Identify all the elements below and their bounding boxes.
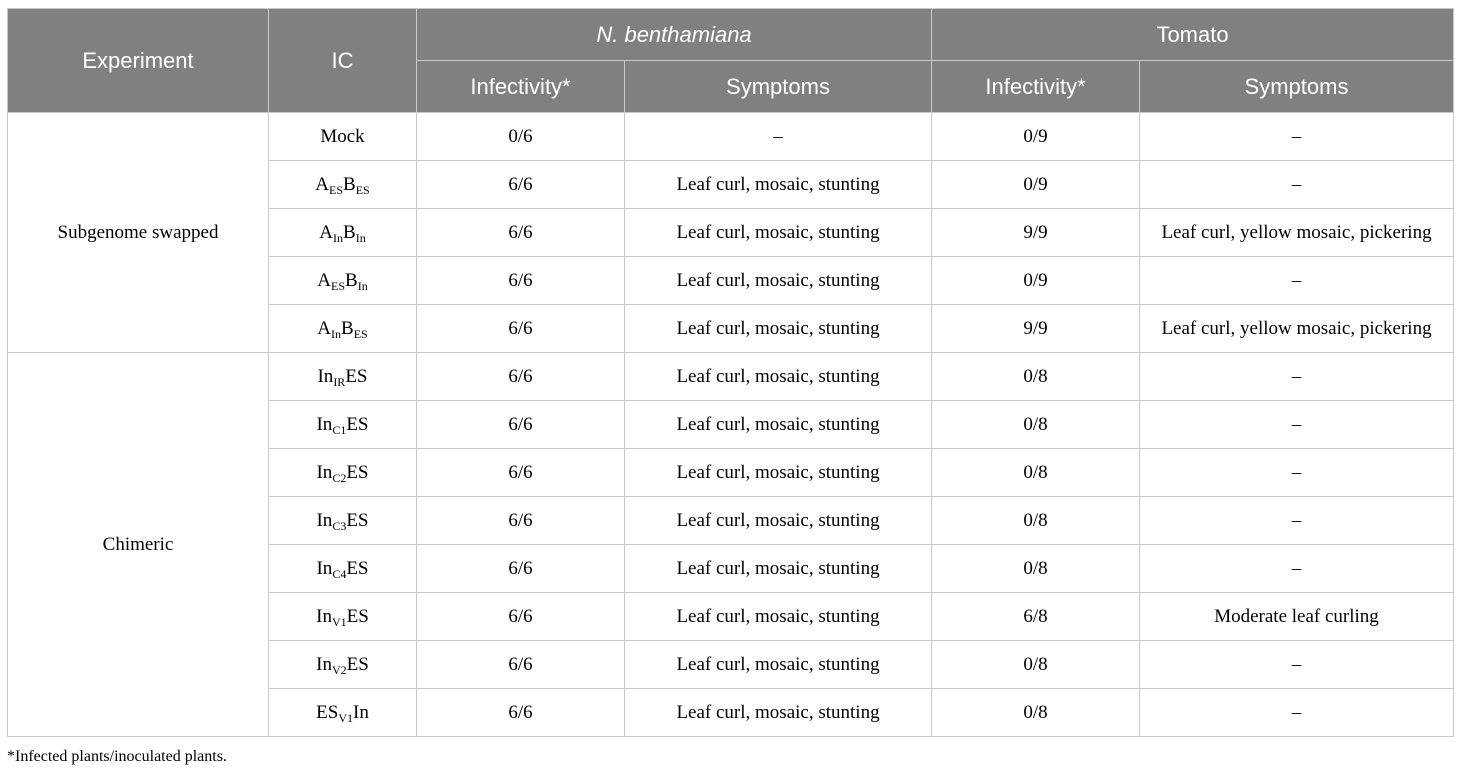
tomato-symptoms-cell: – xyxy=(1140,449,1454,497)
tomato-symptoms-cell: – xyxy=(1140,257,1454,305)
ic-cell xyxy=(269,641,417,689)
nb-symptoms-cell: Leaf curl, mosaic, stunting xyxy=(625,545,932,593)
ic-text: A xyxy=(317,269,332,291)
tomato-infectivity-cell: 0/8 xyxy=(932,689,1140,737)
ic-subscript: ES xyxy=(353,326,368,341)
ic-subscript: In xyxy=(357,278,368,293)
nb-symptoms-cell: Leaf curl, mosaic, stunting xyxy=(625,689,932,737)
ic-text: B xyxy=(341,317,354,339)
ic-text: In xyxy=(353,701,369,723)
ic-text: A xyxy=(315,173,329,195)
ic-text: In xyxy=(316,605,332,627)
tomato-symptoms-cell: – xyxy=(1140,545,1454,593)
nb-infectivity-cell: 6/6 xyxy=(417,545,625,593)
nb-infectivity-cell: 6/6 xyxy=(417,305,625,353)
ic-text: B xyxy=(343,221,356,243)
tomato-symptoms-cell: – xyxy=(1140,689,1454,737)
tomato-symptoms-cell: – xyxy=(1140,161,1454,209)
tomato-infectivity-cell: 0/8 xyxy=(932,497,1140,545)
tomato-infectivity-cell: 6/8 xyxy=(932,593,1140,641)
tomato-infectivity-cell: 0/9 xyxy=(932,113,1140,161)
ic-cell xyxy=(269,497,417,545)
ic-text: ES xyxy=(346,605,369,627)
ic-subscript: ES xyxy=(331,278,346,293)
tomato-infectivity-cell: 0/8 xyxy=(932,353,1140,401)
nb-symptoms-cell: Leaf curl, mosaic, stunting xyxy=(625,161,932,209)
nb-symptoms-cell: Leaf curl, mosaic, stunting xyxy=(625,449,932,497)
tomato-infectivity-cell: 0/8 xyxy=(932,641,1140,689)
header-nb-infectivity: Infectivity* xyxy=(417,61,625,113)
table-header xyxy=(8,9,1454,113)
header-experiment: Experiment xyxy=(8,9,269,113)
ic-subscript: C4 xyxy=(332,566,347,581)
tomato-symptoms-cell: – xyxy=(1140,401,1454,449)
tomato-infectivity-cell: 0/8 xyxy=(932,545,1140,593)
nb-infectivity-cell: 6/6 xyxy=(417,449,625,497)
ic-text: In xyxy=(317,365,334,387)
ic-subscript: V1 xyxy=(338,710,354,725)
ic-text: B xyxy=(343,173,356,195)
ic-subscript: C2 xyxy=(332,470,347,485)
ic-subscript: In xyxy=(331,326,342,341)
ic-text: In xyxy=(316,509,333,531)
nb-infectivity-cell: 6/6 xyxy=(417,689,625,737)
tomato-symptoms-cell: – xyxy=(1140,641,1454,689)
ic-text: ES xyxy=(316,701,339,723)
ic-text: Mock xyxy=(320,125,365,147)
tomato-infectivity-cell: 0/9 xyxy=(932,161,1140,209)
nb-symptoms-cell: Leaf curl, mosaic, stunting xyxy=(625,593,932,641)
ic-cell xyxy=(269,257,417,305)
ic-text: ES xyxy=(345,365,368,387)
nb-symptoms-cell: Leaf curl, mosaic, stunting xyxy=(625,257,932,305)
ic-subscript: V1 xyxy=(331,614,347,629)
ic-cell xyxy=(269,449,417,497)
ic-subscript: ES xyxy=(355,182,370,197)
ic-subscript: V2 xyxy=(331,662,347,677)
ic-text: In xyxy=(316,413,333,435)
ic-subscript: ES xyxy=(329,182,344,197)
ic-text: In xyxy=(316,557,333,579)
ic-cell xyxy=(269,113,417,161)
tomato-symptoms-cell: – xyxy=(1140,497,1454,545)
ic-cell xyxy=(269,689,417,737)
ic-text: ES xyxy=(346,509,369,531)
ic-text: B xyxy=(345,269,358,291)
nb-infectivity-cell: 6/6 xyxy=(417,641,625,689)
ic-text: In xyxy=(316,461,333,483)
nb-infectivity-cell: 6/6 xyxy=(417,209,625,257)
ic-text: A xyxy=(317,317,332,339)
tomato-infectivity-cell: 0/9 xyxy=(932,257,1140,305)
tomato-infectivity-cell: 9/9 xyxy=(932,305,1140,353)
tomato-symptoms-cell: – xyxy=(1140,113,1454,161)
nb-symptoms-cell: Leaf curl, mosaic, stunting xyxy=(625,497,932,545)
table-row xyxy=(8,113,1454,161)
table-footnote: *Infected plants/inoculated plants. xyxy=(7,748,227,765)
nb-symptoms-cell: Leaf curl, mosaic, stunting xyxy=(625,353,932,401)
ic-text: ES xyxy=(346,413,369,435)
nb-infectivity-cell: 6/6 xyxy=(417,353,625,401)
header-tomato-infectivity: Infectivity* xyxy=(932,61,1140,113)
ic-subscript: In xyxy=(333,230,344,245)
experiment-group-label: Chimeric xyxy=(8,353,269,737)
ic-cell xyxy=(269,401,417,449)
results-table xyxy=(7,8,1454,737)
ic-cell xyxy=(269,161,417,209)
nb-infectivity-cell: 6/6 xyxy=(417,161,625,209)
tomato-infectivity-cell: 9/9 xyxy=(932,209,1140,257)
ic-subscript: C3 xyxy=(332,518,347,533)
nb-infectivity-cell: 6/6 xyxy=(417,257,625,305)
ic-subscript: In xyxy=(355,230,366,245)
tomato-infectivity-cell: 0/8 xyxy=(932,449,1140,497)
ic-text: In xyxy=(316,653,332,675)
ic-cell xyxy=(269,209,417,257)
ic-text: ES xyxy=(346,557,369,579)
header-tomato-symptoms: Symptoms xyxy=(1140,61,1454,113)
nb-symptoms-cell: Leaf curl, mosaic, stunting xyxy=(625,641,932,689)
tomato-symptoms-cell: Leaf curl, yellow mosaic, pickering xyxy=(1140,305,1454,353)
ic-text: A xyxy=(319,221,334,243)
ic-cell xyxy=(269,305,417,353)
nb-infectivity-cell: 6/6 xyxy=(417,497,625,545)
table-body xyxy=(8,113,1454,737)
header-host-tomato: Tomato xyxy=(932,9,1454,61)
ic-cell xyxy=(269,353,417,401)
ic-text: ES xyxy=(346,461,369,483)
nb-symptoms-cell: Leaf curl, mosaic, stunting xyxy=(625,209,932,257)
table-row xyxy=(8,353,1454,401)
ic-subscript: C1 xyxy=(332,422,347,437)
ic-subscript: IR xyxy=(333,374,346,389)
nb-infectivity-cell: 6/6 xyxy=(417,401,625,449)
nb-symptoms-cell: – xyxy=(625,113,932,161)
ic-cell xyxy=(269,545,417,593)
nb-symptoms-cell: Leaf curl, mosaic, stunting xyxy=(625,401,932,449)
tomato-infectivity-cell: 0/8 xyxy=(932,401,1140,449)
header-nb-symptoms: Symptoms xyxy=(625,61,932,113)
header-ic: IC xyxy=(269,9,417,113)
ic-text: ES xyxy=(346,653,369,675)
header-host-nbenthamiana: N. benthamiana xyxy=(417,9,932,61)
nb-symptoms-cell: Leaf curl, mosaic, stunting xyxy=(625,305,932,353)
tomato-symptoms-cell: Leaf curl, yellow mosaic, pickering xyxy=(1140,209,1454,257)
tomato-symptoms-cell: Moderate leaf curling xyxy=(1140,593,1454,641)
ic-cell xyxy=(269,593,417,641)
experiment-group-label: Subgenome swapped xyxy=(8,113,269,353)
nb-infectivity-cell: 6/6 xyxy=(417,593,625,641)
nb-infectivity-cell: 0/6 xyxy=(417,113,625,161)
tomato-symptoms-cell: – xyxy=(1140,353,1454,401)
